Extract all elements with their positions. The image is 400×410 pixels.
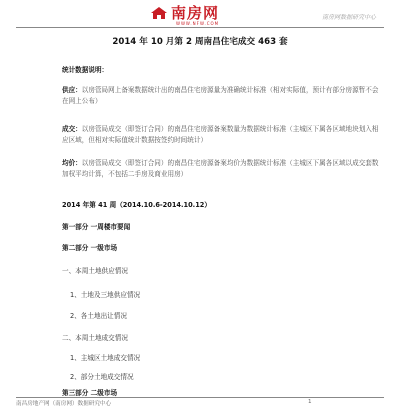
footer-divider [16, 397, 384, 398]
paragraph-lead: 成交： [62, 125, 82, 133]
week-line: 2014 年第 41 周（2014.10.6-2014.10.12） [62, 201, 211, 209]
paragraph-price [62, 158, 382, 180]
paragraph-lead: 均价： [62, 159, 82, 167]
paragraph-lead: 供应： [62, 86, 82, 94]
paragraph-deal [62, 124, 382, 146]
brand-name: 南房网 [171, 3, 220, 22]
section2-item: 1、主城区土地成交情况 [70, 354, 141, 362]
stats-heading: 统计数据说明： [62, 66, 109, 74]
header-right-text: 南房网数据研究中心 [321, 14, 376, 21]
header-divider [16, 27, 384, 28]
footer-text: 南昌房地产网（南房网）数据研究中心 [16, 401, 112, 407]
section1-item: 2、各土地出让情况 [70, 312, 127, 320]
paragraph-body: 以房管局网上备案数据统计出的南昌住宅房源量为准确统计标准（相对实际值，预计有部分房源暂不会在网上公布） [62, 86, 379, 105]
section2-heading: 二、本周土地成交情况 [62, 334, 128, 342]
part3-heading: 第三部分 二级市场 [62, 389, 118, 397]
part2-heading: 第二部分 一级市场 [62, 244, 118, 252]
brand-logo[interactable] [150, 4, 219, 22]
house-roof-icon [150, 6, 168, 20]
page-number: 1 [308, 399, 312, 405]
section2-item: 2、部分土地成交情况 [70, 373, 134, 381]
part1-heading: 第一部分 一周楼市要闻 [62, 223, 131, 231]
section1-heading: 一、本周土地供应情况 [62, 267, 128, 275]
paragraph-body: 以房管局成交（即签订合同）的南昌住宅房源备案数量为数据统计标准（主城区下属各区域地块划入相应区域，但相对实际值统计数据按签约时间统计） [62, 125, 379, 144]
paragraph-body: 以房管局成交（即签订合同）的南昌住宅房源备案均价为数据统计标准（主城区下属各区域以成交套数加权平均计算，不包括二手房及商业用房） [62, 159, 379, 178]
paragraph-supply [62, 85, 382, 107]
document-title: 2014 年 10 月第 2 周南昌住宅成交 463 套 [112, 37, 288, 47]
brand-subtitle: WWW.NFW.COM [176, 21, 220, 26]
section1-item: 1、土地及三地供应情况 [70, 291, 141, 299]
